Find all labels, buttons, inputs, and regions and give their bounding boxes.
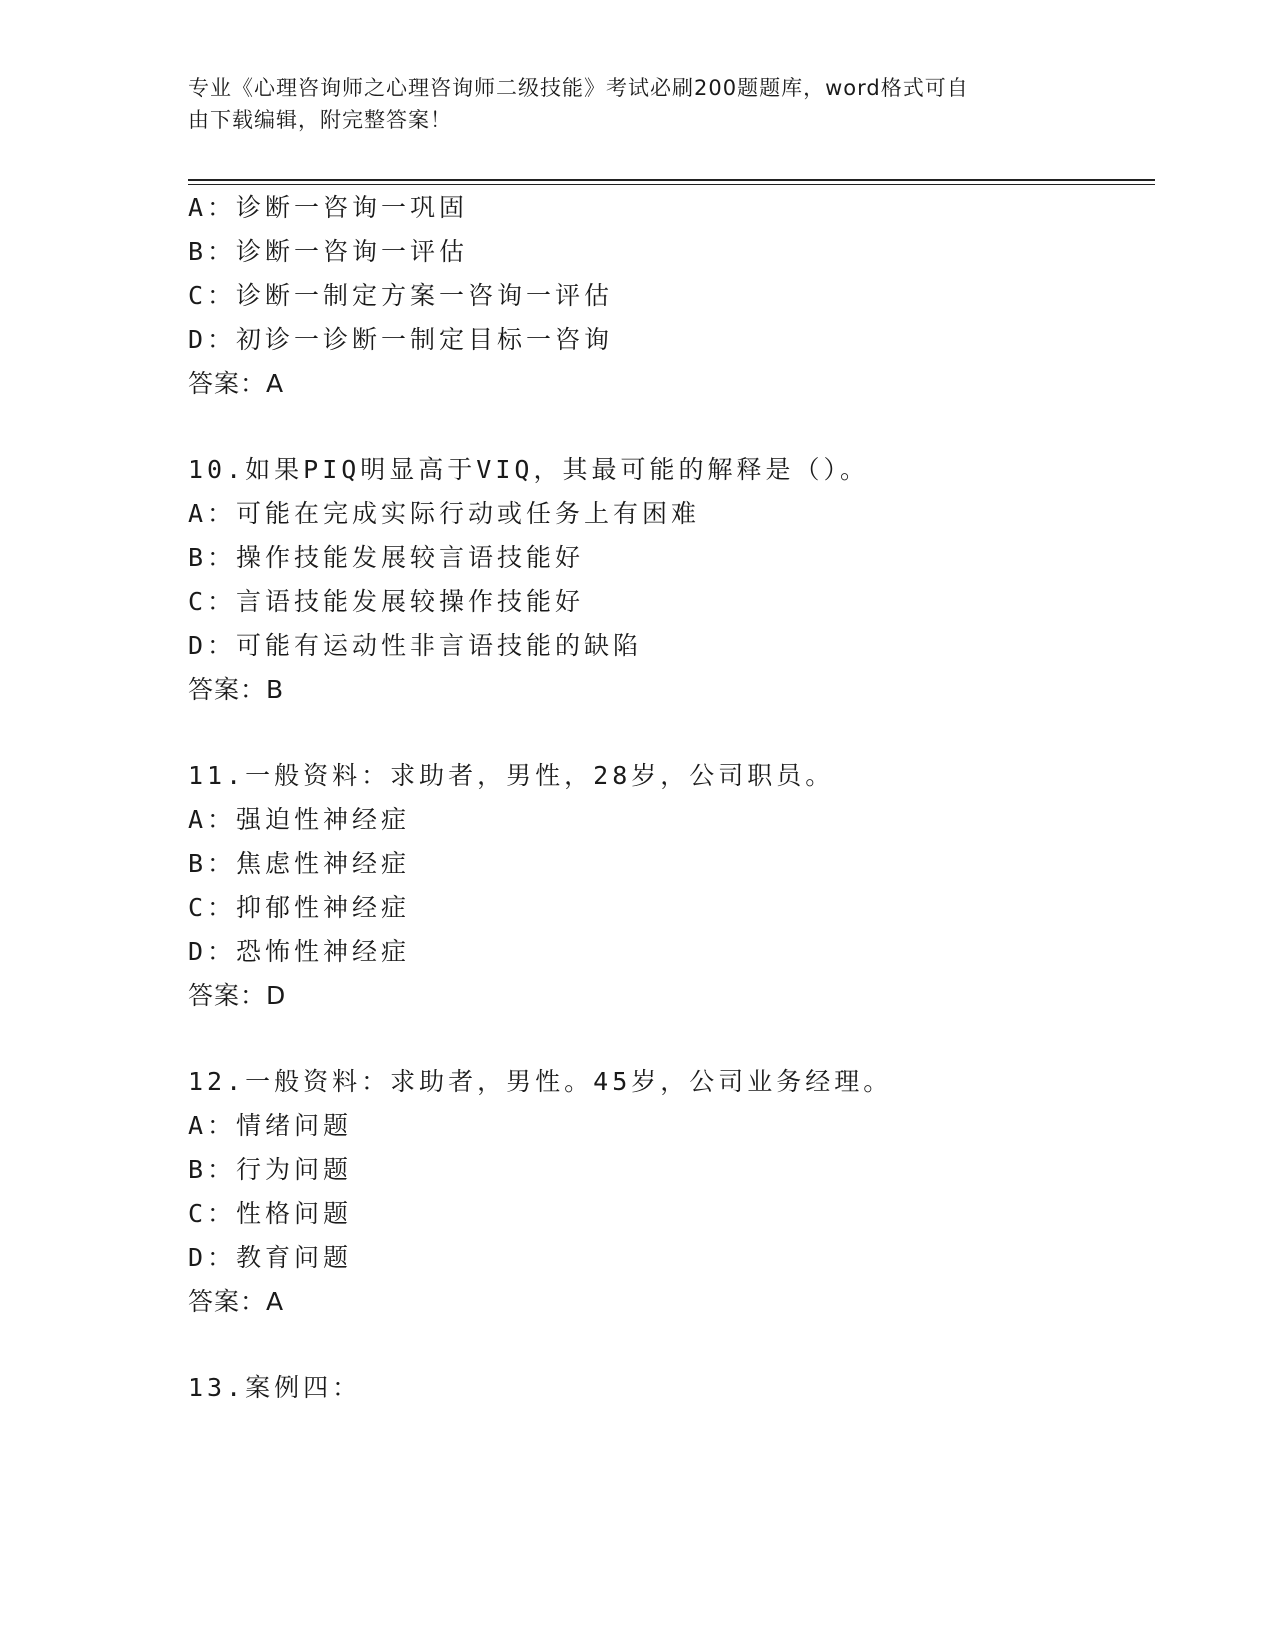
q9-option-b: B：诊断一咨询一评估 [188, 237, 469, 266]
q12-option-c: C：性格问题 [188, 1199, 353, 1228]
header-divider-thick [188, 179, 1155, 181]
q12-option-a: A：情绪问题 [188, 1111, 353, 1140]
q10-option-a: A：可能在完成实际行动或任务上有困难 [188, 499, 701, 528]
q11-option-a: A：强迫性神经症 [188, 805, 411, 834]
q10-question: 10.如果PIQ明显高于VIQ，其最可能的解释是（）。 [188, 455, 869, 484]
q9-option-d: D：初诊一诊断一制定目标一咨询 [188, 325, 614, 354]
q10-option-b: B：操作技能发展较言语技能好 [188, 543, 585, 572]
q9-option-c: C：诊断一制定方案一咨询一评估 [188, 281, 614, 310]
q10-answer: 答案：B [188, 675, 285, 704]
q12-answer: 答案：A [188, 1287, 285, 1316]
q11-option-d: D：恐怖性神经症 [188, 937, 411, 966]
q11-answer: 答案：D [188, 981, 287, 1010]
q12-option-b: B：行为问题 [188, 1155, 353, 1184]
q11-option-b: B：焦虑性神经症 [188, 849, 411, 878]
header-divider-thin [188, 184, 1155, 185]
q11-option-c: C：抑郁性神经症 [188, 893, 411, 922]
q11-question: 11.一般资料：求助者，男性，28岁，公司职员。 [188, 761, 835, 790]
q13-question: 13.案例四： [188, 1373, 362, 1402]
document-header [188, 72, 1088, 136]
header-line-1: 专业《心理咨询师之心理咨询师二级技能》考试必刷200题题库，word格式可自 [188, 76, 969, 100]
header-line-2: 由下载编辑，附完整答案！ [188, 108, 452, 132]
q9-answer: 答案：A [188, 369, 285, 398]
q12-question: 12.一般资料：求助者，男性。45岁，公司业务经理。 [188, 1067, 893, 1096]
q9-option-a: A：诊断一咨询一巩固 [188, 193, 469, 222]
q10-option-d: D：可能有运动性非言语技能的缺陷 [188, 631, 643, 660]
q12-option-d: D：教育问题 [188, 1243, 353, 1272]
q10-option-c: C：言语技能发展较操作技能好 [188, 587, 585, 616]
